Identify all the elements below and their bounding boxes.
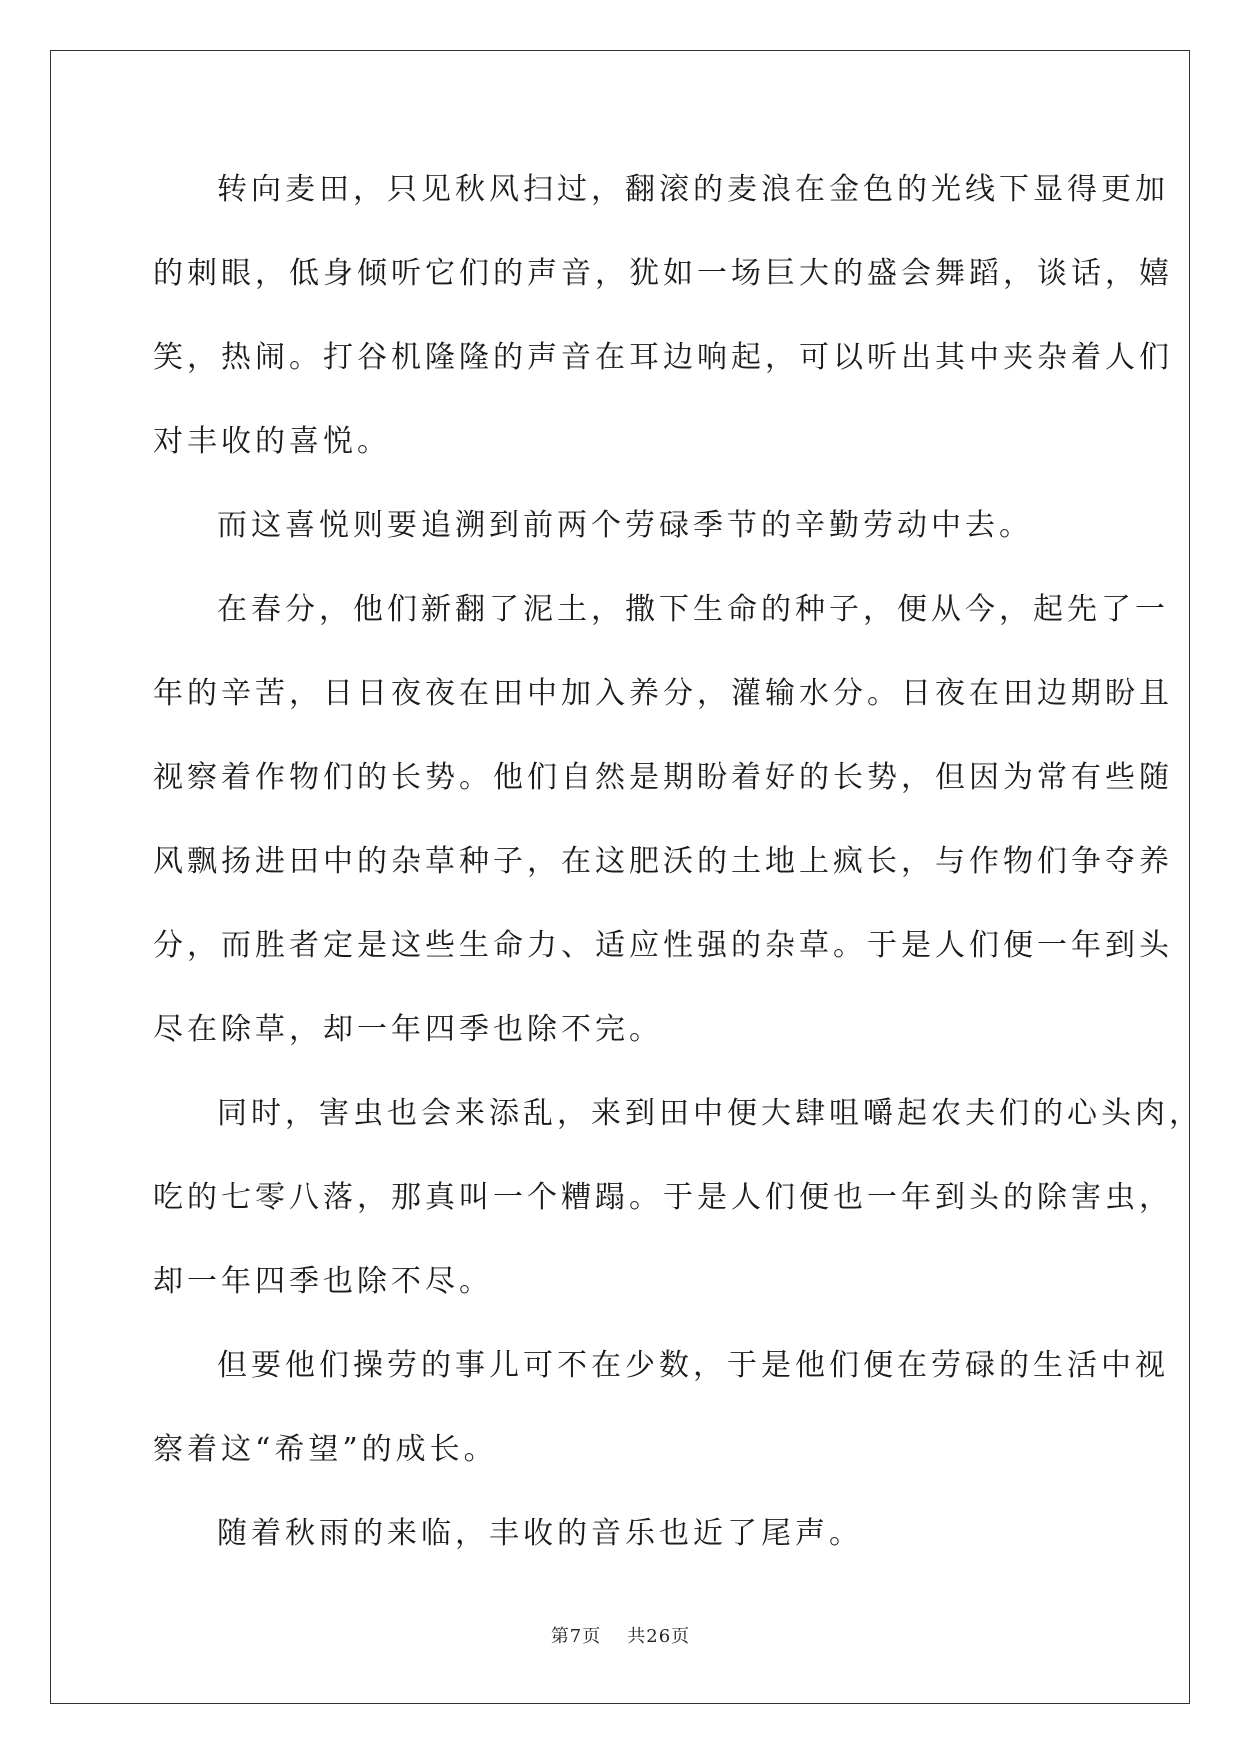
document-body (153, 148, 1203, 1576)
paragraph-1 (153, 148, 1173, 484)
paragraph-line: 视察着作物们的长势。他们自然是期盼着好的长势，但因为常有些随 (153, 760, 1173, 795)
paragraph-line: 察着这“希望”的成长。 (153, 1432, 498, 1467)
paragraph-line: 随着秋雨的来临，丰收的音乐也近了尾声。 (217, 1516, 863, 1551)
paragraph-5 (153, 1324, 1169, 1492)
paragraph-line: 同时，害虫也会来添乱，来到田中便大肆咀嚼起农夫们的心头肉， (217, 1096, 1203, 1131)
paragraph-line: 风飘扬进田中的杂草种子，在这肥沃的土地上疯长，与作物们争夺养 (153, 844, 1173, 879)
paragraph-line: 却一年四季也除不尽。 (153, 1264, 493, 1299)
page-footer (0, 1622, 1241, 1648)
paragraph-line: 分，而胜者定是这些生命力、适应性强的杂草。于是人们便一年到头 (153, 928, 1173, 963)
page-number-total: 共26页 (627, 1626, 691, 1647)
paragraph-line: 在春分，他们新翻了泥土，撒下生命的种子，便从今，起先了一 (217, 592, 1169, 627)
paragraph-6 (153, 1492, 1093, 1576)
paragraph-line: 对丰收的喜悦。 (153, 424, 391, 459)
paragraph-3 (153, 568, 1173, 1072)
paragraph-line: 年的辛苦，日日夜夜在田中加入养分，灌输水分。日夜在田边期盼且 (153, 676, 1173, 711)
paragraph-line: 吃的七零八落，那真叫一个糟蹋。于是人们便也一年到头的除害虫， (153, 1180, 1173, 1215)
paragraph-line: 的刺眼，低身倾听它们的声音，犹如一场巨大的盛会舞蹈，谈话，嬉 (153, 256, 1173, 291)
paragraph-line: 但要他们操劳的事儿可不在少数，于是他们便在劳碌的生活中视 (217, 1348, 1169, 1383)
paragraph-line: 转向麦田，只见秋风扫过，翻滚的麦浪在金色的光线下显得更加 (217, 172, 1169, 207)
paragraph-4 (153, 1072, 1203, 1324)
paragraph-line: 笑，热闹。打谷机隆隆的声音在耳边响起，可以听出其中夹杂着人们 (153, 340, 1173, 375)
page-number-current: 第7页 (550, 1626, 602, 1647)
paragraph-2 (153, 484, 1093, 568)
paragraph-line: 而这喜悦则要追溯到前两个劳碌季节的辛勤劳动中去。 (217, 508, 1033, 543)
paragraph-line: 尽在除草，却一年四季也除不完。 (153, 1012, 663, 1047)
